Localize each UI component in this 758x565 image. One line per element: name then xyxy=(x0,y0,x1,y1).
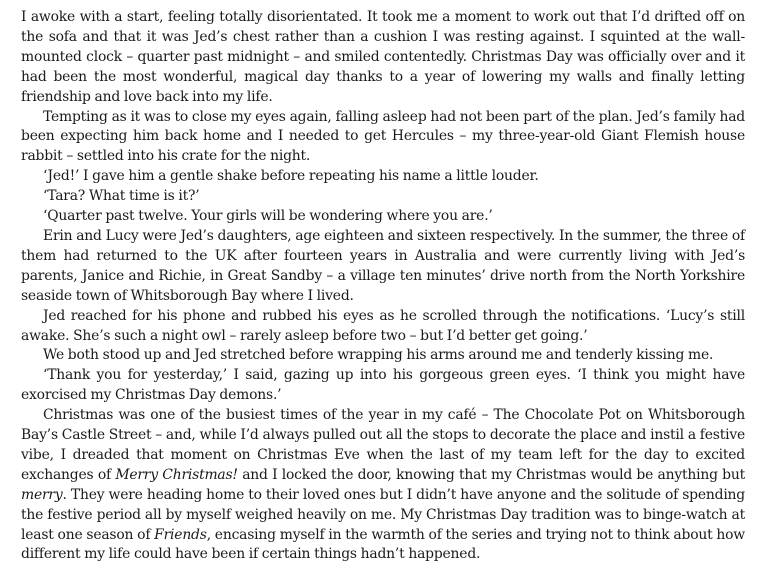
paragraph xyxy=(21,8,745,108)
paragraph xyxy=(21,227,745,307)
text-run: We both stood up and Jed stretched before wrapping his arms around me and tenderly kissing me. xyxy=(43,347,714,364)
text-run: , encasing myself in the warmth of the series and trying not to think about how different my life could have been if certain things hadn’t happened. xyxy=(21,526,745,563)
paragraph xyxy=(21,307,745,347)
paragraph xyxy=(21,406,745,565)
text-run: ‘Quarter past twelve. Your girls will be wondering where you are.’ xyxy=(43,208,493,225)
text-run: . They were heading home to their loved ones but I didn’t have anyone and the solitude of spending the festive period all by myself weighed heavily on me. My Christmas Day tradition was to binge-watch at least one season of xyxy=(21,486,745,543)
text-run: ‘Tara? What time is it?’ xyxy=(43,188,200,205)
italic-text: Friends xyxy=(154,526,207,543)
paragraph xyxy=(21,207,745,227)
text-run: ‘Thank you for yesterday,’ I said, gazing up into his gorgeous green eyes. ‘I think you might have exorcised my Christmas Day demons.’ xyxy=(21,367,745,404)
paragraph xyxy=(21,366,745,406)
text-run: I awoke with a start, feeling totally disorientated. It took me a moment to work out that I’d drifted off on the sofa and that it was Jed’s chest rather than a cushion I was resting against. I squinted at the wall-mounted clock – quarter past midnight – and smiled contentedly. Christmas Day was officially over and it had been the most wonderful, magical day thanks to a year of lowering my walls and finally letting friendship and love back into my life. xyxy=(21,9,745,105)
paragraph xyxy=(21,108,745,168)
text-run: Jed reached for his phone and rubbed his eyes as he scrolled through the notifications. ‘Lucy’s still awake. She’s such a night owl – rarely asleep before two – but I’d better get going.’ xyxy=(21,307,745,344)
text-run: Christmas was one of the busiest times of the year in my café – The Chocolate Pot on Whitsborough Bay’s Castle Street – and, while I’d always pulled out all the stops to decorate the place and instil a festive vibe, I dreaded that moment on Christmas Eve when the last of my team left for the day to excited exchanges of xyxy=(21,407,745,483)
text-run: ‘Jed!’ I gave him a gentle shake before repeating his name a little louder. xyxy=(43,168,539,185)
text-run: and I locked the door, knowing that my Christmas would be anything but xyxy=(237,466,745,483)
paragraph xyxy=(21,167,745,187)
text-run: Tempting as it was to close my eyes again, falling asleep had not been part of the plan. Jed’s family had been expecting him back home and I needed to get Hercules – my three-year-old Giant Flemish house rabbit – settled into his crate for the night. xyxy=(21,108,745,165)
italic-text: Merry Christmas! xyxy=(115,466,238,483)
italic-text: merry xyxy=(21,486,63,503)
paragraph xyxy=(21,187,745,207)
text-run: Erin and Lucy were Jed’s daughters, age eighteen and sixteen respectively. In the summer, the three of them had returned to the UK after fourteen years in Australia and were currently living with Jed’s parents, Janice and Richie, in Great Sandby – a village ten minutes’ drive north from the North Yorkshire seaside town of Whitsborough Bay where I lived. xyxy=(21,227,745,304)
paragraph xyxy=(21,346,745,366)
